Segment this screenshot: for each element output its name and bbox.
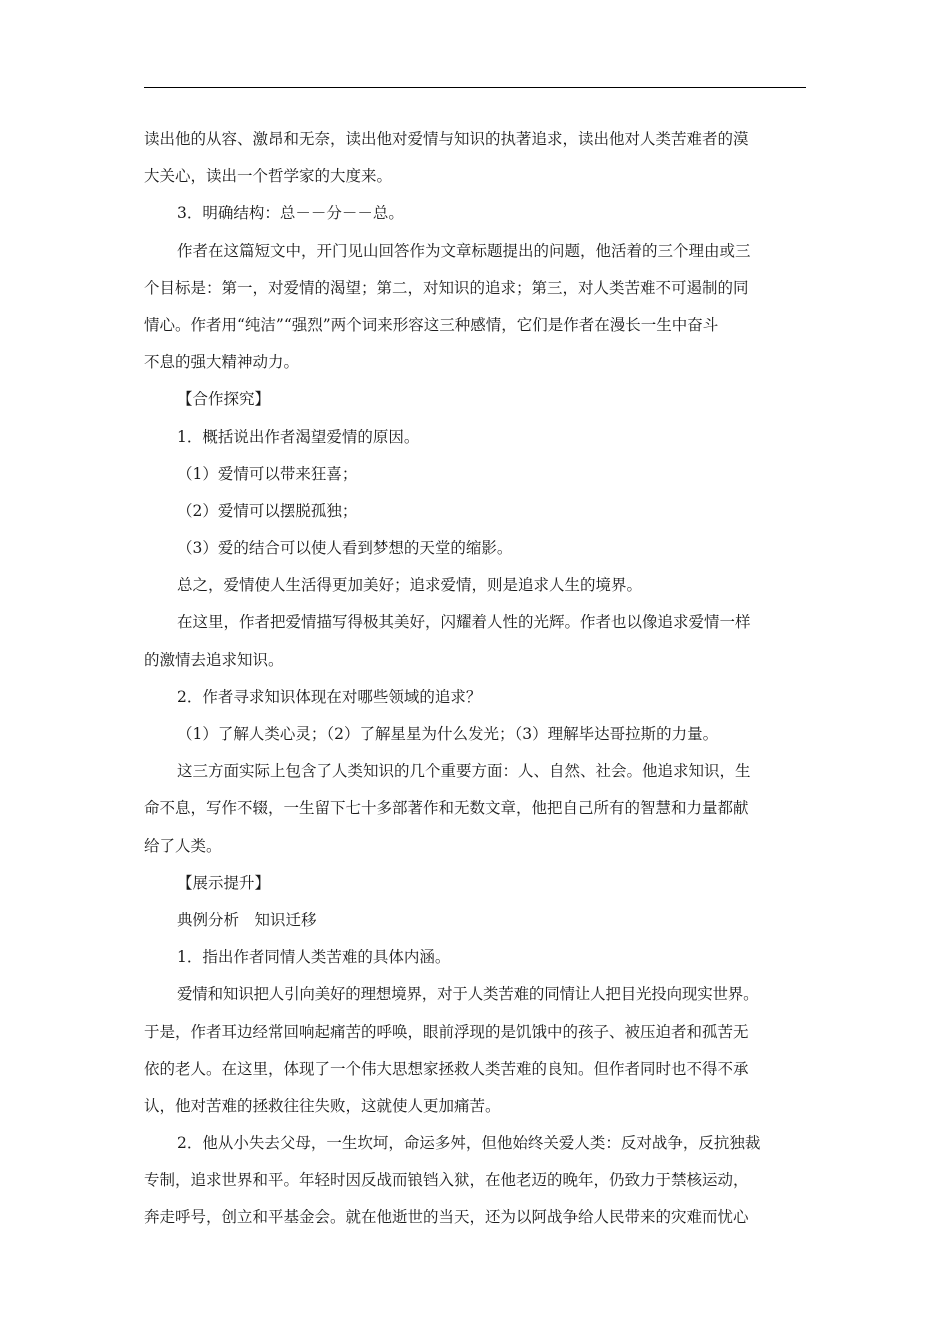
section-heading: 【合作探究】 (177, 390, 271, 409)
text-line: 不息的强大精神动力。 (144, 353, 300, 372)
question: 1．指出作者同情人类苦难的具体内涵。 (177, 948, 451, 967)
question: 2．作者寻求知识体现在对哪些领域的追求？ (177, 687, 482, 706)
document-body (144, 121, 806, 1237)
text-line: 于是，作者耳边经常回响起痛苦的呼唤，眼前浮现的是饥饿中的孩子、被压迫者和孤苦无 (144, 1022, 749, 1041)
text-line: 大关心，读出一个哲学家的大度来。 (144, 167, 393, 186)
question: 1．概括说出作者渴望爱情的原因。 (177, 427, 420, 446)
text-line: 在这里，作者把爱情描写得极其美好，闪耀着人性的光辉。作者也以像追求爱情一样 (177, 613, 751, 632)
text-line: 读出他的从容、激昂和无奈，读出他对爱情与知识的执著追求，读出他对人类苦难者的漠 (144, 130, 749, 148)
text-line: 的激情去追求知识。 (144, 650, 284, 669)
text-line: 奔走呼号，创立和平基金会。就在他逝世的当天，还为以阿战争给人民带来的灾难而忧心 (144, 1208, 749, 1227)
text-line: 专制，追求世界和平。年轻时因反战而锒铛入狱，在他老迈的晚年，仍致力于禁核运动， (144, 1171, 749, 1190)
subheading: 典例分析 知识迁移 (177, 910, 317, 929)
text-line: 给了人类。 (144, 836, 222, 855)
text-line: 爱情和知识把人引向美好的理想境界，对于人类苦难的同情让人把目光投向现实世界。 (177, 985, 759, 1004)
text-line: 个目标是：第一，对爱情的渴望；第二，对知识的追求；第三，对人类苦难不可遏制的同 (144, 278, 749, 297)
text-line: 依的老人。在这里，体现了一个伟大思想家拯救人类苦难的良知。但作者同时也不得不承 (144, 1059, 749, 1078)
question: 2．他从小失去父母，一生坎坷，命运多舛，但他始终关爱人类：反对战争，反抗独裁 (177, 1134, 761, 1153)
section-heading: 【展示提升】 (177, 873, 271, 892)
text-line: 这三方面实际上包含了人类知识的几个重要方面：人、自然、社会。他追求知识，生 (177, 762, 751, 781)
list-item: （1）了解人类心灵；（2）了解星星为什么发光；（3）理解毕达哥拉斯的力量。 (177, 725, 719, 743)
list-item: （2）爱情可以摆脱孤独； (177, 501, 358, 520)
text-line: 总之，爱情使人生活得更加美好；追求爱情，则是追求人生的境界。 (177, 576, 643, 595)
list-item: （3）爱的结合可以使人看到梦想的天堂的缩影。 (177, 539, 513, 558)
text-line: 3．明确结构：总－－分－－总。 (177, 204, 404, 223)
header-rule (144, 87, 806, 88)
text-line: 认，他对苦难的拯救往往失败，这就使人更加痛苦。 (144, 1096, 501, 1115)
list-item: （1）爱情可以带来狂喜； (177, 464, 358, 483)
text-line: 命不息，写作不辍，一生留下七十多部著作和无数文章，他把自己所有的智慧和力量都献 (144, 799, 749, 818)
text-line: 作者在这篇短文中，开门见山回答作为文章标题提出的问题，他活着的三个理由或三 (177, 241, 751, 260)
text-line: 情心。作者用“纯洁”“强烈”两个词来形容这三种感情，它们是作者在漫长一生中奋斗 (144, 315, 719, 334)
